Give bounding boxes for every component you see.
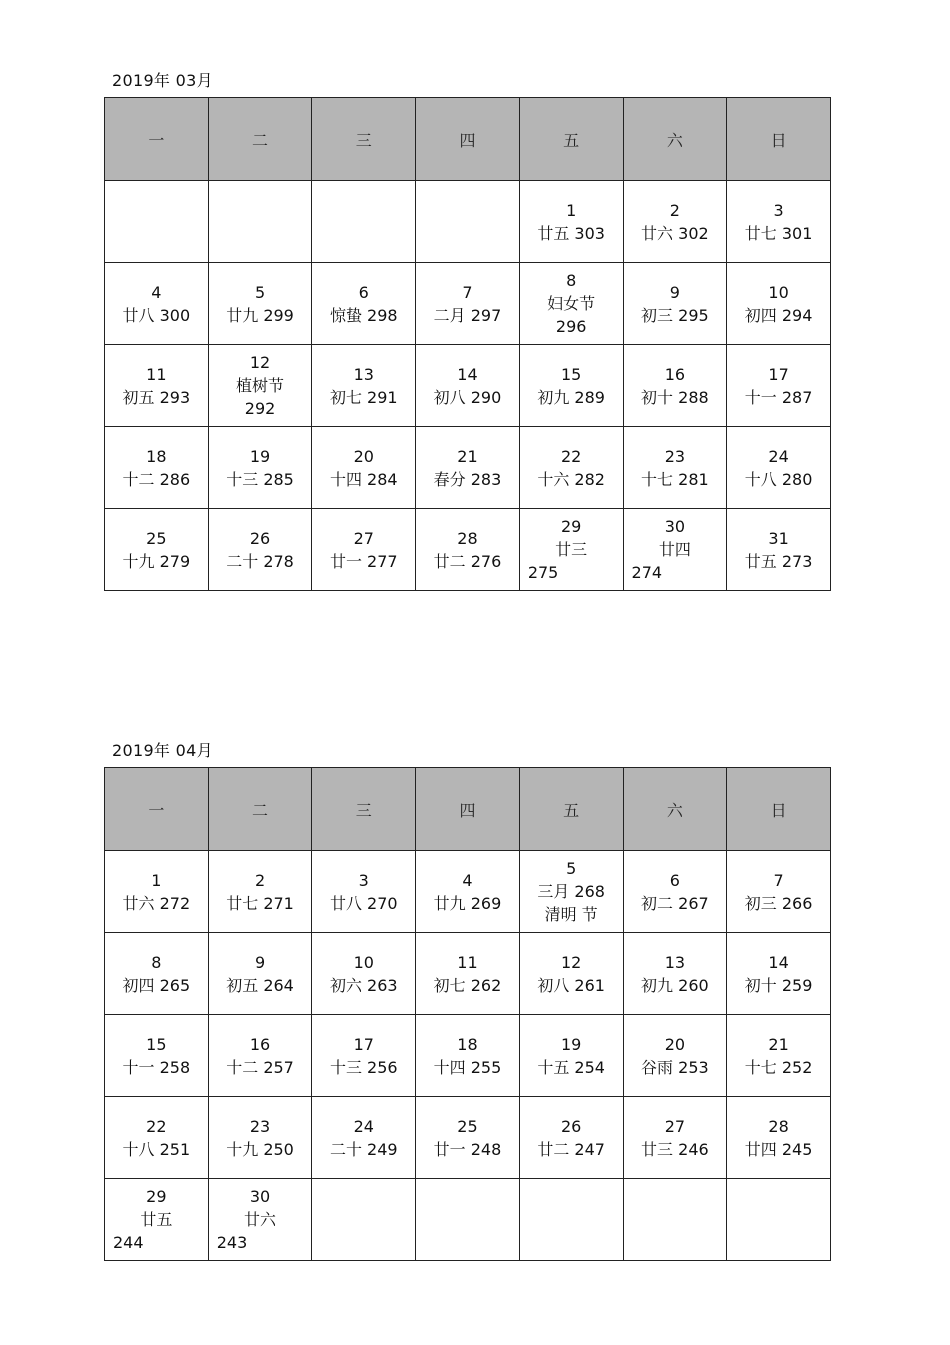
day-cell [623,1015,727,1097]
weekday-thu: 四 [416,768,520,851]
day-detail: 十五 254 [537,1057,605,1077]
day-detail: 初四 294 [744,305,813,325]
day-detail: 谷雨 253 [641,1057,709,1077]
day-cell [727,345,831,427]
calendar-march [104,71,831,591]
day-detail: 十四 284 [329,469,398,489]
day-cell [416,933,520,1015]
day-content [416,869,519,915]
day-number: 2 [669,200,680,220]
day-detail: 初九 289 [537,387,605,407]
day-number: 8 [566,271,577,290]
day-cell [623,851,727,933]
day-content [416,445,519,491]
day-cell [105,1179,209,1261]
day-cell [208,427,312,509]
day-content [520,363,623,409]
day-cell [312,1015,416,1097]
day-content [727,527,830,573]
day-number: 23 [664,446,686,466]
day-detail: 初二 267 [641,893,709,913]
day-number: 16 [249,1034,271,1054]
day-number: 14 [768,952,789,972]
day-number: 25 [146,528,167,548]
day-content [209,527,312,573]
day-content [312,363,415,409]
day-cell [208,345,312,427]
month-title: 2019年 03月 [112,71,213,90]
day-content [624,1033,727,1079]
day-content [105,363,208,409]
day-detail: 初八 261 [537,975,605,995]
day-detail: 初三 295 [641,305,709,325]
week-row [105,1179,831,1261]
day-detail: 296 [555,317,587,336]
day-number: 30 [664,517,686,536]
day-cell [519,263,623,345]
day-detail: 初七 291 [329,387,398,407]
day-cell [312,345,416,427]
day-number: 7 [773,870,784,890]
day-number: 9 [669,282,680,302]
day-content [520,1115,623,1161]
day-detail: 廿六 302 [641,223,709,243]
day-cell [312,263,416,345]
day-detail: 十六 282 [537,469,605,489]
day-cell [208,1179,312,1261]
day-cell [623,427,727,509]
day-cell [312,851,416,933]
day-content [209,1115,312,1161]
day-number: 24 [353,1116,374,1136]
day-cell [416,1097,520,1179]
day-number: 27 [353,528,374,548]
day-detail: 十八 280 [744,469,813,489]
day-cell [105,427,209,509]
day-detail: 初十 259 [744,975,813,995]
day-number: 10 [768,282,789,302]
day-cell [519,509,623,591]
day-detail: 243 [216,1233,248,1252]
day-cell [727,427,831,509]
day-number: 17 [768,364,789,384]
day-detail: 廿三 246 [641,1139,709,1159]
day-detail: 廿八 300 [122,305,191,325]
weekday-fri: 五 [519,768,623,851]
calendar-body [105,181,831,591]
day-cell [312,509,416,591]
weekday-thu: 四 [416,98,520,181]
day-detail: 二十 278 [226,551,294,571]
day-cell [727,1015,831,1097]
day-detail: 十八 251 [122,1139,191,1159]
day-number: 28 [457,528,478,548]
day-cell [208,851,312,933]
day-cell [208,933,312,1015]
day-detail: 清明 节 [544,905,598,924]
day-content [105,1033,208,1079]
day-detail: 廿五 [140,1210,173,1229]
day-cell [416,345,520,427]
day-cell [519,1097,623,1179]
calendar-body [105,851,831,1261]
day-detail: 十三 256 [329,1057,398,1077]
day-cell [623,509,727,591]
day-content [624,281,727,327]
day-detail: 廿四 245 [744,1139,813,1159]
day-detail: 廿一 277 [329,551,398,571]
day-content [209,281,312,327]
weekday-tue: 二 [208,768,312,851]
day-content [624,869,727,915]
day-content [105,1115,208,1161]
day-cell [416,509,520,591]
empty-day-cell [312,181,416,263]
day-content [624,951,727,997]
day-detail: 二月 297 [433,305,502,325]
empty-day-cell [105,181,209,263]
day-detail: 初四 265 [122,975,191,995]
weekday-wed: 三 [312,98,416,181]
day-cell [105,933,209,1015]
day-number: 13 [353,364,374,384]
day-cell [519,345,623,427]
day-content [416,363,519,409]
day-content [727,445,830,491]
day-number: 26 [249,528,271,548]
weekday-sun: 日 [727,768,831,851]
day-detail: 十三 285 [226,469,294,489]
day-content [209,869,312,915]
day-detail: 十一 287 [744,387,813,407]
day-number: 2 [254,870,266,890]
day-content [727,199,830,245]
day-cell [208,263,312,345]
day-number: 1 [151,870,162,890]
day-detail: 初六 263 [329,975,398,995]
day-detail: 春分 283 [433,469,502,489]
empty-day-cell [727,1179,831,1261]
day-detail: 初五 264 [226,975,294,995]
day-number: 18 [146,446,167,466]
day-content [624,199,727,245]
day-number: 20 [664,1034,686,1054]
weekday-sat: 六 [623,768,727,851]
empty-day-cell [416,181,520,263]
day-content [520,857,623,926]
day-number: 14 [457,364,478,384]
day-cell [312,427,416,509]
day-number: 22 [560,446,582,466]
day-content [416,1033,519,1079]
day-number: 24 [768,446,789,466]
day-number: 17 [353,1034,374,1054]
day-content [312,445,415,491]
day-content [520,199,623,245]
week-row [105,509,831,591]
week-row [105,1015,831,1097]
day-number: 12 [249,353,271,372]
day-cell [519,1015,623,1097]
day-detail: 274 [631,563,663,582]
day-cell [519,851,623,933]
day-content [105,281,208,327]
day-number: 8 [151,952,162,972]
week-row [105,345,831,427]
day-cell [105,1097,209,1179]
week-row [105,851,831,933]
day-number: 5 [254,282,266,302]
day-content [727,281,830,327]
day-detail: 廿九 299 [226,305,294,325]
week-row [105,1097,831,1179]
day-number: 16 [664,364,686,384]
day-detail: 廿八 270 [329,893,398,913]
day-content [727,1033,830,1079]
day-number: 22 [146,1116,167,1136]
day-detail: 廿一 248 [433,1139,502,1159]
day-number: 4 [151,282,162,302]
day-detail: 廿六 272 [122,893,191,913]
day-content [209,1033,312,1079]
weekday-sun: 日 [727,98,831,181]
calendar-table [104,97,831,591]
day-content [520,1033,623,1079]
day-cell [312,1097,416,1179]
weekday-fri: 五 [519,98,623,181]
day-cell [312,933,416,1015]
day-cell [727,933,831,1015]
day-number: 26 [560,1116,582,1136]
day-cell [727,1097,831,1179]
day-content [312,527,415,573]
day-content [105,1185,208,1254]
day-content [312,869,415,915]
day-number: 21 [457,446,478,466]
day-number: 19 [560,1034,582,1054]
day-number: 11 [457,952,478,972]
day-cell [623,263,727,345]
day-content [520,951,623,997]
day-content [209,351,312,420]
day-content [416,951,519,997]
day-detail: 244 [113,1233,144,1252]
day-detail: 292 [244,399,276,418]
day-detail: 廿七 271 [226,893,294,913]
day-content [312,1115,415,1161]
day-number: 1 [566,200,577,220]
day-number: 3 [358,870,369,890]
day-detail: 廿九 269 [433,893,502,913]
day-detail: 初三 266 [744,893,813,913]
day-detail: 初九 260 [641,975,709,995]
day-detail: 初七 262 [433,975,502,995]
day-number: 11 [146,364,167,384]
day-cell [416,1015,520,1097]
day-number: 15 [560,364,582,384]
day-content [520,445,623,491]
weekday-wed: 三 [312,768,416,851]
day-content [416,527,519,573]
day-cell [416,427,520,509]
day-number: 5 [566,859,577,878]
day-cell [105,509,209,591]
day-content [624,515,727,584]
day-number: 3 [773,200,784,220]
day-detail: 廿六 [244,1210,277,1229]
day-content [727,363,830,409]
day-detail: 十一 258 [122,1057,191,1077]
day-cell [519,181,623,263]
day-detail: 廿五 273 [744,551,813,571]
weekday-header-row [105,768,831,851]
day-detail: 妇女节 [547,294,596,313]
day-cell [416,851,520,933]
day-detail: 初十 288 [641,387,709,407]
day-cell [105,1015,209,1097]
day-number: 15 [146,1034,167,1054]
day-cell [727,851,831,933]
day-content [520,515,623,584]
weekday-mon: 一 [105,768,209,851]
day-content [624,1115,727,1161]
day-detail: 十七 281 [641,469,709,489]
day-content [520,269,623,338]
day-detail: 二十 249 [329,1139,398,1159]
day-content [209,951,312,997]
day-number: 20 [353,446,374,466]
day-cell [623,345,727,427]
day-cell [208,1097,312,1179]
day-content [727,869,830,915]
day-detail: 廿四 [658,540,691,559]
day-cell [416,263,520,345]
day-detail: 十二 286 [122,469,191,489]
weekday-mon: 一 [105,98,209,181]
day-content [416,1115,519,1161]
day-number: 21 [768,1034,789,1054]
day-cell [105,263,209,345]
empty-day-cell [519,1179,623,1261]
day-cell [105,345,209,427]
day-detail: 廿七 301 [744,223,813,243]
day-number: 27 [664,1116,686,1136]
day-number: 9 [254,952,266,972]
day-number: 18 [457,1034,478,1054]
day-number: 25 [457,1116,478,1136]
day-number: 13 [664,952,686,972]
day-cell [519,427,623,509]
day-detail: 廿二 247 [537,1139,605,1159]
calendar-april [104,741,831,1261]
day-content [105,869,208,915]
day-cell [519,933,623,1015]
day-cell [727,509,831,591]
day-content [624,363,727,409]
day-content [312,951,415,997]
day-content [312,281,415,327]
day-detail: 廿三 [555,540,588,559]
day-cell [727,181,831,263]
day-content [727,1115,830,1161]
day-detail: 十九 279 [122,551,191,571]
day-cell [208,1015,312,1097]
day-detail: 十九 250 [226,1139,294,1159]
day-cell [105,851,209,933]
day-cell [208,509,312,591]
day-number: 29 [560,517,582,536]
day-number: 19 [249,446,271,466]
day-number: 31 [768,528,789,548]
week-row [105,263,831,345]
empty-day-cell [208,181,312,263]
day-detail: 十二 257 [226,1057,294,1077]
day-content [105,445,208,491]
day-detail: 初五 293 [122,387,191,407]
day-content [209,1185,312,1254]
day-detail: 初八 290 [433,387,502,407]
day-detail: 廿五 303 [537,223,605,243]
day-number: 28 [768,1116,789,1136]
weekday-sat: 六 [623,98,727,181]
weekday-tue: 二 [208,98,312,181]
day-content [416,281,519,327]
day-detail: 275 [527,563,559,582]
week-row [105,933,831,1015]
empty-day-cell [312,1179,416,1261]
day-number: 6 [358,282,369,302]
day-number: 6 [669,870,680,890]
day-detail: 植树节 [236,376,285,395]
day-detail: 惊蛰 298 [329,305,398,325]
week-row [105,181,831,263]
day-detail: 十七 252 [744,1057,813,1077]
day-cell [623,181,727,263]
week-row [105,427,831,509]
day-content [624,445,727,491]
day-content [105,527,208,573]
day-number: 4 [462,870,473,890]
day-content [209,445,312,491]
empty-day-cell [416,1179,520,1261]
month-title: 2019年 04月 [112,741,213,760]
day-cell [623,1097,727,1179]
day-number: 30 [249,1187,271,1206]
day-detail: 三月 268 [537,882,605,901]
day-cell [623,933,727,1015]
day-number: 29 [146,1187,167,1206]
weekday-header-row [105,98,831,181]
empty-day-cell [623,1179,727,1261]
day-content [727,951,830,997]
calendar-table [104,767,831,1261]
day-cell [727,263,831,345]
day-number: 12 [560,952,582,972]
day-detail: 十四 255 [433,1057,502,1077]
day-content [105,951,208,997]
day-content [312,1033,415,1079]
day-detail: 廿二 276 [433,551,502,571]
day-number: 7 [462,282,473,302]
day-number: 10 [353,952,374,972]
day-number: 23 [249,1116,271,1136]
